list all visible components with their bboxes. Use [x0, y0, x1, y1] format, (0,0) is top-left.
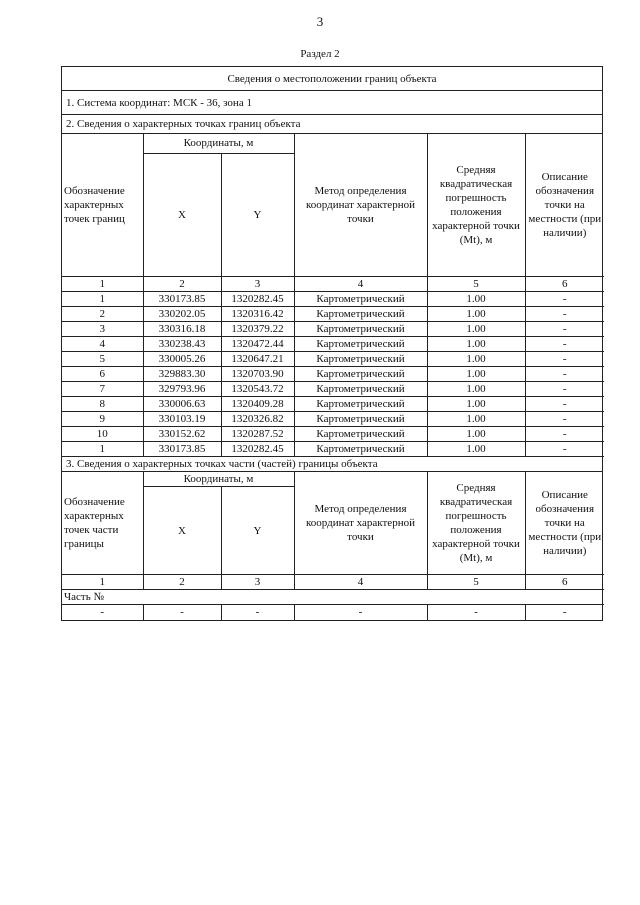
point-error: 1.00	[427, 306, 525, 321]
point-method: Картометрический	[294, 396, 427, 411]
point-method: Картометрический	[294, 321, 427, 336]
point-method: Картометрический	[294, 306, 427, 321]
point-error: 1.00	[427, 291, 525, 306]
part-cell: -	[143, 605, 221, 620]
point-y: 1320409.28	[221, 396, 294, 411]
table-row	[62, 381, 604, 396]
col-num: 6	[525, 276, 604, 291]
point-error: 1.00	[427, 396, 525, 411]
point-y: 1320282.45	[221, 441, 294, 456]
boundary-table	[61, 66, 603, 621]
table-row	[62, 411, 604, 426]
point-y: 1320287.52	[221, 426, 294, 441]
part-cell: -	[62, 605, 143, 620]
point-method: Картометрический	[294, 441, 427, 456]
point-number: 6	[62, 366, 143, 381]
header-y: Y	[221, 153, 294, 276]
col-num: 1	[62, 575, 143, 590]
point-x: 329883.30	[143, 366, 221, 381]
point-description: -	[525, 291, 604, 306]
point-description: -	[525, 351, 604, 366]
point-x: 330005.26	[143, 351, 221, 366]
point-x: 330238.43	[143, 336, 221, 351]
table-row	[62, 426, 604, 441]
header-designation-part-text: Обозначение характерных точек части границы	[64, 495, 125, 550]
part-label-row	[62, 590, 604, 605]
col-num: 4	[294, 276, 427, 291]
point-x: 330103.19	[143, 411, 221, 426]
point-x: 330006.63	[143, 396, 221, 411]
point-y: 1320543.72	[221, 381, 294, 396]
table-row	[62, 321, 604, 336]
points-table	[62, 134, 604, 457]
header-description-part: Описание обозначения точки на местности (при наличии)	[525, 472, 604, 575]
point-method: Картометрический	[294, 336, 427, 351]
table-row	[62, 336, 604, 351]
header-coords-part: Координаты, м	[143, 472, 294, 487]
point-x: 329793.96	[143, 381, 221, 396]
col-num: 2	[143, 276, 221, 291]
part-points-table	[62, 472, 604, 620]
part-cell: -	[525, 605, 604, 620]
table-row	[62, 291, 604, 306]
table-row	[62, 441, 604, 456]
point-description: -	[525, 381, 604, 396]
point-error: 1.00	[427, 366, 525, 381]
point-x: 330173.85	[143, 441, 221, 456]
header-x: X	[143, 153, 221, 276]
col-num: 6	[525, 575, 604, 590]
part-row	[62, 605, 604, 620]
page-number: 3	[316, 14, 324, 29]
point-number: 5	[62, 351, 143, 366]
col-num: 4	[294, 575, 427, 590]
point-error: 1.00	[427, 336, 525, 351]
point-description: -	[525, 396, 604, 411]
header-method: Метод определения координат характерной точки	[294, 134, 427, 276]
point-y: 1320703.90	[221, 366, 294, 381]
point-description: -	[525, 426, 604, 441]
point-x: 330152.62	[143, 426, 221, 441]
point-number: 10	[62, 426, 143, 441]
point-method: Картометрический	[294, 291, 427, 306]
part-cell: -	[427, 605, 525, 620]
point-method: Картометрический	[294, 366, 427, 381]
point-x: 330202.05	[143, 306, 221, 321]
point-number: 4	[62, 336, 143, 351]
header-error: Средняя квадратическая погрешность положения характерной точки (Mt), м	[427, 134, 525, 276]
point-number: 1	[62, 441, 143, 456]
table-row	[62, 306, 604, 321]
point-description: -	[525, 366, 604, 381]
column-numbers-row-part	[62, 575, 604, 590]
part2-title: 3. Сведения о характерных точках части (частей) границы объекта	[62, 457, 602, 472]
point-number: 7	[62, 381, 143, 396]
point-error: 1.00	[427, 441, 525, 456]
column-numbers-row	[62, 276, 604, 291]
header-designation-text: Обозначение характерных точек границ	[64, 184, 125, 225]
point-y: 1320472.44	[221, 336, 294, 351]
point-y: 1320379.22	[221, 321, 294, 336]
point-error: 1.00	[427, 411, 525, 426]
point-y: 1320647.21	[221, 351, 294, 366]
table-title: Сведения о местоположении границ объекта	[62, 67, 602, 91]
coord-system: 1. Система координат: МСК - 36, зона 1	[62, 91, 602, 115]
point-method: Картометрический	[294, 381, 427, 396]
header-description: Описание обозначения точки на местности (при наличии)	[525, 134, 604, 276]
point-number: 1	[62, 291, 143, 306]
part-cell: -	[221, 605, 294, 620]
part1-title: 2. Сведения о характерных точках границ объекта	[62, 115, 602, 134]
table-row	[62, 366, 604, 381]
col-num: 5	[427, 575, 525, 590]
point-y: 1320316.42	[221, 306, 294, 321]
header-coords: Координаты, м	[143, 134, 294, 153]
point-error: 1.00	[427, 426, 525, 441]
point-x: 330316.18	[143, 321, 221, 336]
point-number: 9	[62, 411, 143, 426]
section-title: Раздел 2	[300, 48, 340, 60]
header-x-part: X	[143, 487, 221, 575]
point-x: 330173.85	[143, 291, 221, 306]
point-description: -	[525, 411, 604, 426]
part-cell: -	[294, 605, 427, 620]
point-error: 1.00	[427, 351, 525, 366]
point-error: 1.00	[427, 381, 525, 396]
point-description: -	[525, 306, 604, 321]
col-num: 3	[221, 575, 294, 590]
point-method: Картометрический	[294, 351, 427, 366]
header-designation	[62, 134, 143, 276]
point-method: Картометрический	[294, 411, 427, 426]
point-y: 1320282.45	[221, 291, 294, 306]
point-method: Картометрический	[294, 426, 427, 441]
header-error-part: Средняя квадратическая погрешность положения характерной точки (Mt), м	[427, 472, 525, 575]
point-description: -	[525, 336, 604, 351]
point-number: 2	[62, 306, 143, 321]
point-number: 8	[62, 396, 143, 411]
header-method-part: Метод определения координат характерной точки	[294, 472, 427, 575]
col-num: 2	[143, 575, 221, 590]
point-number: 3	[62, 321, 143, 336]
col-num: 1	[62, 276, 143, 291]
header-designation-part	[62, 472, 143, 575]
col-num: 3	[221, 276, 294, 291]
header-y-part: Y	[221, 487, 294, 575]
table-row	[62, 351, 604, 366]
point-description: -	[525, 321, 604, 336]
col-num: 5	[427, 276, 525, 291]
point-description: -	[525, 441, 604, 456]
table-row	[62, 396, 604, 411]
points-body	[62, 291, 604, 456]
part-label: Часть №	[62, 590, 604, 605]
point-y: 1320326.82	[221, 411, 294, 426]
point-error: 1.00	[427, 321, 525, 336]
